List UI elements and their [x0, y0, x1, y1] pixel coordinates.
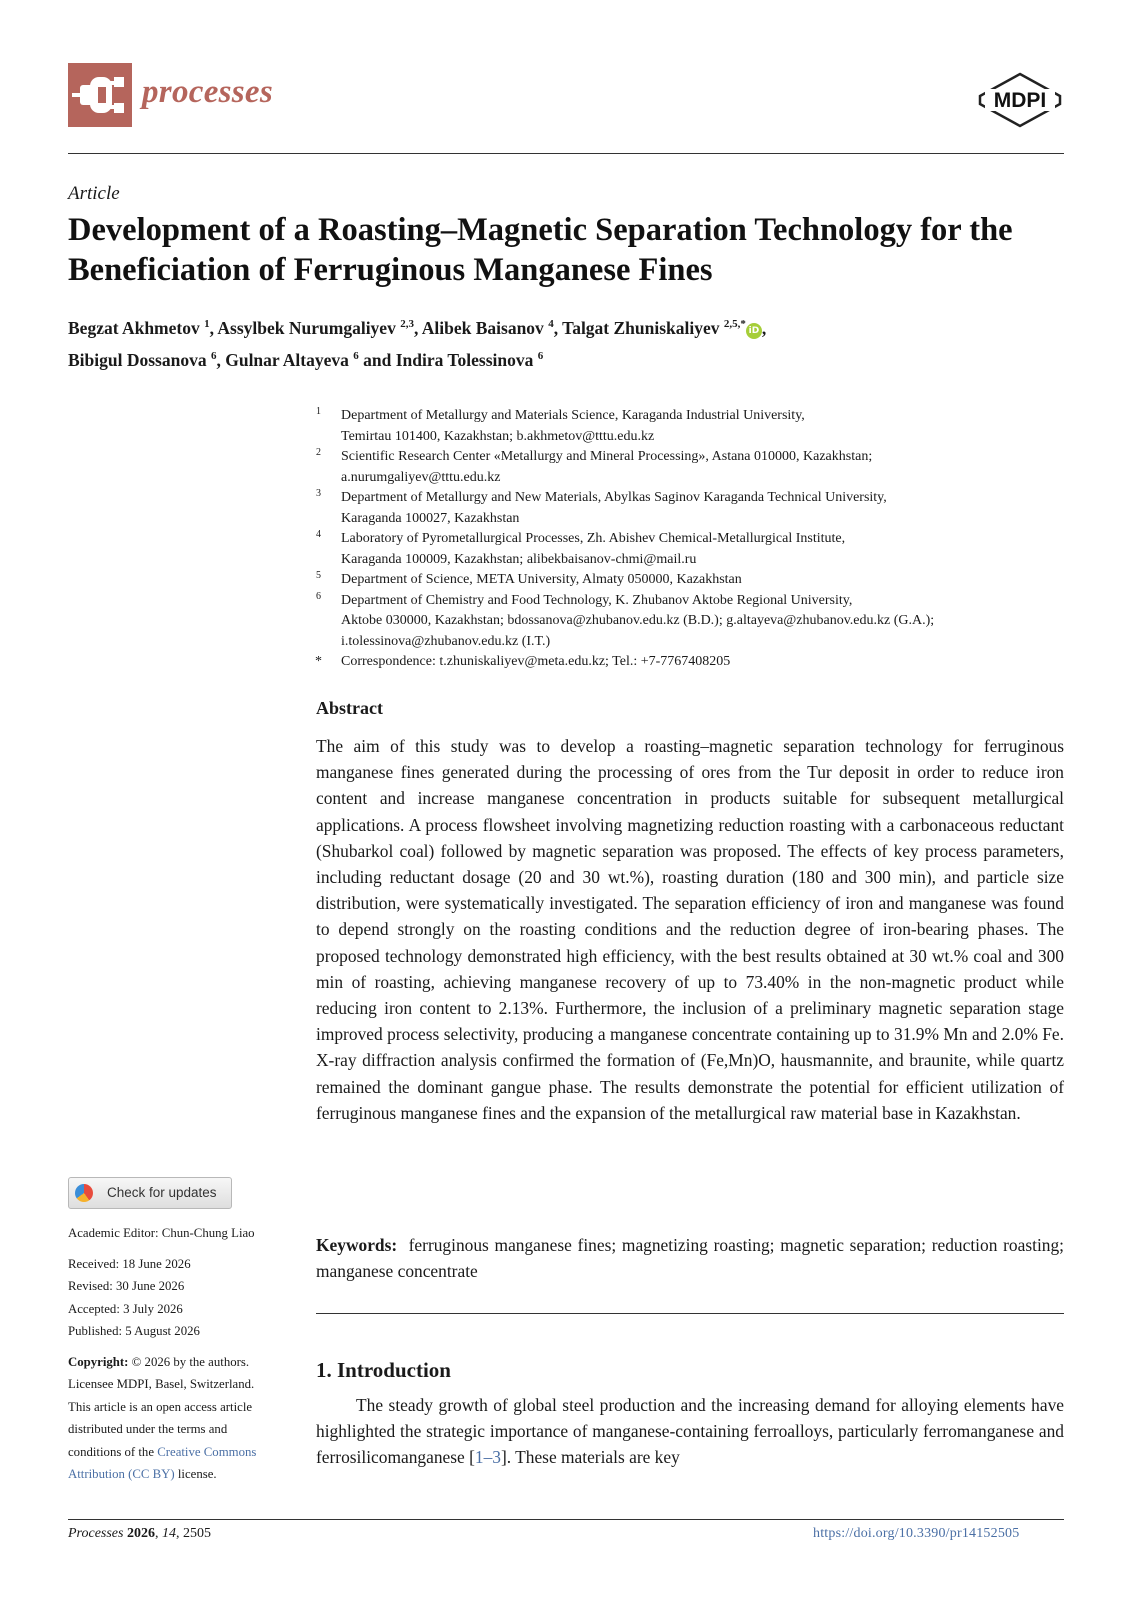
author-name: Talgat Zhuniskaliyev [562, 317, 720, 338]
received-date: Received: 18 June 2026 [68, 1256, 191, 1271]
author-separator: , [216, 349, 226, 370]
footer-volume: 14 [161, 1526, 176, 1541]
footer-year: 2026 [126, 1526, 155, 1541]
intro-text-part: The steady growth of global steel production and the increasing demand for alloying elements have highlighted the strategic importance of manganese-containing ferroalloys, particularly ferromanganese and ferrosilicomanganese [ [316, 1395, 1064, 1468]
author-affiliation-marker: 6 [210, 349, 217, 362]
author-name: Bibigul Dossanova [68, 349, 207, 370]
orcid-icon[interactable]: iD [746, 323, 762, 339]
accepted-date: Accepted: 3 July 2026 [68, 1301, 183, 1316]
mdpi-logo-icon [975, 72, 1065, 128]
copyright-line: This article is an open access article [68, 1399, 253, 1414]
affiliation-line: i.tolessinova@zhubanov.edu.kz (I.T.) [341, 633, 551, 649]
license-link[interactable]: Attribution (CC BY) [68, 1467, 175, 1481]
author-separator: , [413, 317, 422, 338]
footer-citation: Processes 2026, 14, 2505 [68, 1526, 211, 1541]
affiliation-item [313, 570, 1073, 591]
section-divider [316, 1313, 1064, 1314]
check-for-updates-button[interactable] [68, 1177, 232, 1209]
author-separator: , [209, 317, 218, 338]
affiliation-number: 3 [316, 488, 321, 499]
author-affiliation-marker: 6 [353, 349, 359, 362]
affiliation-number: 6 [316, 590, 321, 602]
intro-text-part: ]. These materials are key [500, 1447, 680, 1468]
affiliation-line: Karaganda 100009, Kazakhstan; alibekbaisanov-chmi@mail.ru [341, 551, 697, 567]
affiliation-line: Aktobe 030000, Kazakhstan; bdossanova@zhubanov.edu.kz (B.D.); g.altayeva@zhubanov.edu.kz (G.A.); [341, 613, 935, 628]
license-link[interactable]: Creative Commons [157, 1444, 257, 1459]
copyright-line: © 2026 by the authors. [131, 1354, 250, 1369]
revised-date: Revised: 30 June 2026 [68, 1279, 185, 1293]
affiliation-number: 5 [316, 570, 321, 581]
copyright-line: Licensee MDPI, Basel, Switzerland. [68, 1377, 255, 1391]
author-name: Indira Tolessinova [395, 349, 534, 370]
journal-name: processes [142, 74, 274, 110]
author-affiliation-marker: 1 [204, 318, 210, 330]
citation-dash: – [483, 1447, 493, 1468]
header-divider [68, 153, 1064, 154]
author-name: Assylbek Nurumgaliyev [217, 317, 396, 338]
keywords [316, 1232, 1064, 1284]
affiliation-number: 4 [316, 529, 321, 540]
license-suffix: license. [174, 1467, 217, 1481]
author-affiliation-marker: 6 [537, 349, 544, 362]
correspondence-text: Correspondence: t.zhuniskaliyev@meta.edu.kz; Tel.: +7-7767408205 [341, 654, 731, 669]
article-type: Article [68, 183, 120, 204]
footer-divider [68, 1519, 1064, 1520]
footer-article-number: 2505 [182, 1526, 211, 1541]
mdpi-logo-text: MDPI [993, 89, 1047, 112]
abstract-heading: Abstract [316, 698, 383, 718]
correspondence [313, 652, 1073, 673]
check-for-updates-label: Check for updates [107, 1185, 217, 1200]
affiliation-line: Temirtau 101400, Kazakhstan; b.akhmetov@tttu.edu.kz [341, 428, 655, 444]
author-separator: and [358, 349, 396, 370]
affiliation-item [313, 529, 1073, 570]
affiliation-number: 1 [316, 406, 321, 417]
author-affiliation-marker: 4 [548, 318, 554, 330]
affiliation-list [313, 406, 1073, 673]
author-affiliation-marker: 2,3 [400, 318, 414, 330]
article-info-sidebar [68, 1222, 298, 1486]
affiliation-line: Laboratory of Pyrometallurgical Processes, Zh. Abishev Chemical-Metallurgical Institute, [341, 531, 846, 546]
copyright-line: distributed under the terms and [68, 1422, 228, 1436]
author-name: Alibek Baisanov [421, 317, 544, 338]
author-name: Begzat Akhmetov [68, 317, 200, 338]
journal-logo-icon [68, 63, 132, 127]
copyright-line: conditions of the [68, 1444, 158, 1459]
affiliation-item [313, 488, 1073, 529]
affiliation-item [313, 447, 1073, 488]
affiliation-item [313, 406, 1073, 447]
affiliation-line: Scientific Research Center «Metallurgy and Mineral Processing», Astana 010000, Kazakhstan; [341, 449, 873, 464]
introduction-text [316, 1392, 1064, 1471]
affiliation-line: Karaganda 100027, Kazakhstan [341, 510, 520, 526]
section-heading-introduction: 1. Introduction [316, 1358, 451, 1382]
correspondence-marker: * [315, 654, 322, 669]
affiliation-line: Department of Science, META University, Almaty 050000, Kazakhstan [341, 572, 742, 587]
abstract-text: The aim of this study was to develop a roasting–magnetic separation technology for ferruginous manganese fines generated during the processing of ores from the Tur deposit in order to reduce iron content and increase manganese concentration in products suitable for subsequent metallurgical applications. A process flowsheet involving magnetizing reduction roasting with a carbonaceous reductant (Shubarkol coal) followed by magnetic separation was proposed. The effects of key process parameters, including reductant dosage (20 and 30 wt.%), roasting duration (180 and 300 min), and particle size distribution, were systematically investigated. The separation efficiency of iron and manganese was found to depend strongly on the roasting conditions and the reduction degree of iron-bearing phases. The proposed technology demonstrated high efficiency, with the best results obtained at 30 wt.% coal and 300 min of roasting, achieving manganese recovery of up to 73.40% in the non-magnetic product while reducing iron content to 2.13%. Furthermore, the inclusion of a preliminary magnetic separation stage improved process selectivity, producing a manganese concentrate containing up to 31.9% Mn and 2.0% Fe. X-ray diffraction analysis confirmed the formation of (Fe,Mn)O, hausmannite, and braunite, while quartz remained the dominant gangue phase. The results demonstrate the potential for efficient utilization of ferruginous manganese fines and the expansion of the metallurgical raw material base in Kazakhstan. [316, 736, 1064, 1123]
keywords-text: ferruginous manganese fines; magnetizing roasting; magnetic separation; reduction roasting; manganese concentrate [316, 1235, 1064, 1282]
citation-link[interactable]: 1 [474, 1447, 484, 1468]
doi-link[interactable]: https://doi.org/10.3390/pr14152505 [813, 1526, 1020, 1541]
author-affiliation-marker: 2,5,* [723, 318, 746, 330]
footer-journal: Processes [68, 1526, 124, 1541]
author-separator: , [761, 317, 767, 338]
affiliation-line: a.nurumgaliyev@tttu.edu.kz [341, 469, 501, 485]
academic-editor: Academic Editor: Chun-Chung Liao [68, 1226, 255, 1240]
affiliation-line: Department of Chemistry and Food Technology, K. Zhubanov Aktobe Regional University, [341, 592, 853, 608]
copyright-notice [68, 1351, 298, 1374]
check-updates-icon [75, 1184, 93, 1202]
affiliation-line: Department of Metallurgy and Materials Science, Karaganda Industrial University, [341, 408, 805, 423]
article-title: Development of a Roasting–Magnetic Separation Technology for the Beneficiation of Ferruginous Manganese Fines [68, 212, 1013, 288]
affiliation-line: Department of Metallurgy and New Materials, Abylkas Saginov Karaganda Technical University, [341, 490, 887, 505]
author-separator: , [553, 317, 563, 338]
citation-link[interactable]: 3 [492, 1447, 501, 1468]
affiliation-number: 2 [316, 447, 321, 458]
affiliation-item [313, 591, 1073, 653]
published-date: Published: 5 August 2026 [68, 1324, 200, 1338]
author-name: Gulnar Altayeva [225, 349, 349, 370]
keywords-label: Keywords: [316, 1235, 398, 1255]
author-list [68, 310, 1068, 374]
copyright-label: Copyright: [68, 1354, 129, 1369]
